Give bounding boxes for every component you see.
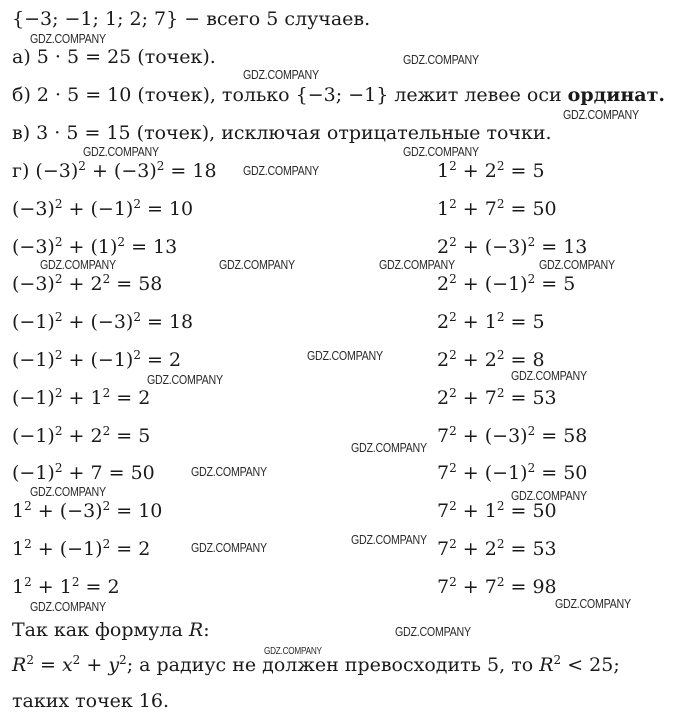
- equation-e1: 2: [449, 385, 457, 400]
- equation-row: [437, 537, 557, 561]
- set-line: {−3; −1; 1; 2; 7} − всего 5 случаев.: [12, 8, 371, 30]
- watermark: GDZ.COMPANY: [243, 163, 319, 178]
- equation-e1: 2: [449, 537, 457, 551]
- equation-e1: 2: [54, 423, 63, 438]
- equation-e1: 2: [54, 196, 63, 211]
- equation-t1: 2: [437, 311, 450, 334]
- watermark: GDZ.COMPANY: [30, 484, 106, 499]
- equation-t1: 1: [12, 500, 25, 523]
- equation-op: + (−3): [456, 424, 528, 447]
- answer-line: таких точек 16.: [12, 690, 170, 712]
- equation-row: [437, 159, 545, 183]
- equation-t1: 7: [437, 538, 450, 560]
- equation-t1: (−3): [35, 160, 79, 182]
- formula-intro-variable: R: [188, 619, 204, 641]
- equation-t1: 7: [437, 424, 450, 447]
- eq-exp-4: 2: [553, 653, 562, 667]
- part-b-line: [12, 83, 665, 107]
- equation-t1: (−3): [12, 273, 55, 296]
- equation-op: + 1: [456, 311, 497, 334]
- equation-e1: 2: [24, 537, 32, 551]
- equation-row: [437, 575, 557, 599]
- watermark: GDZ.COMPANY: [403, 144, 479, 159]
- equation-op: + 2: [62, 424, 103, 447]
- equation-rhs: = 58: [110, 273, 163, 296]
- eq-r-2: R: [539, 654, 554, 676]
- equation-op: + 2: [456, 349, 497, 371]
- equation-row: [12, 348, 181, 372]
- eq-plus: +: [80, 654, 109, 676]
- equation-op: + 7: [456, 575, 497, 598]
- formula-intro-colon: :: [203, 619, 210, 641]
- equation-e1: 2: [24, 574, 32, 589]
- watermark: GDZ.COMPANY: [30, 599, 106, 614]
- equation-e2: 2: [71, 574, 80, 589]
- equation-e2: 2: [133, 196, 141, 211]
- equation-rhs: = 53: [504, 386, 557, 409]
- equation-t1: 2: [437, 235, 450, 258]
- equation-t1: (−1): [12, 386, 55, 409]
- watermark: GDZ.COMPANY: [539, 257, 615, 272]
- equation-e1: 2: [449, 423, 457, 438]
- equation-row: [437, 272, 575, 296]
- watermark: GDZ.COMPANY: [403, 52, 479, 67]
- equation-rhs: = 18: [164, 160, 217, 182]
- formula-intro-text: Так как формула: [12, 619, 189, 641]
- equation-e2: 2: [102, 499, 111, 514]
- equation-t1: (−1): [12, 462, 55, 485]
- equation-e2: 2: [102, 423, 111, 438]
- equation-e2: 2: [496, 537, 505, 551]
- equation-rhs: = 2: [79, 575, 120, 598]
- part-b-bold-word: ординат.: [567, 84, 665, 106]
- equation-e1: 2: [449, 196, 457, 211]
- equation-e1: 2: [449, 499, 457, 514]
- equation-rhs: = 50: [535, 462, 588, 485]
- formula-intro-line: [12, 618, 210, 642]
- equation-op: + 2: [456, 538, 497, 560]
- equation-e1: 2: [78, 159, 86, 173]
- equation-row: [12, 386, 150, 410]
- equation-op: + (−1): [62, 197, 134, 220]
- watermark: GDZ.COMPANY: [83, 144, 159, 159]
- equation-e1: 2: [449, 159, 457, 173]
- watermark: GDZ.COMPANY: [511, 488, 587, 503]
- equation-row: [437, 197, 557, 221]
- equation-rhs: = 98: [504, 575, 557, 598]
- equation-e1: 2: [449, 234, 457, 249]
- equation-op: + (−1): [62, 349, 134, 371]
- equation-e1: 2: [54, 348, 63, 362]
- equation-rhs: = 13: [125, 235, 178, 258]
- equation-e2: 2: [527, 461, 536, 476]
- equation-t1: 2: [437, 349, 450, 371]
- equation-rhs: = 13: [535, 235, 588, 258]
- watermark: GDZ.COMPANY: [219, 257, 295, 272]
- equation-e2: 2: [133, 348, 141, 362]
- equation-t1: 2: [437, 273, 450, 296]
- equation-e2: 2: [527, 234, 536, 249]
- watermark: GDZ.COMPANY: [40, 257, 116, 272]
- equation-pre: г): [12, 160, 36, 182]
- equation-row: [437, 235, 587, 259]
- watermark: GDZ.COMPANY: [395, 624, 471, 639]
- equation-row: [12, 272, 162, 296]
- equation-rhs: = 2: [140, 349, 182, 371]
- equation-e2: 2: [496, 159, 505, 173]
- equation-row: [12, 424, 150, 448]
- watermark: GDZ.COMPANY: [555, 596, 631, 611]
- equation-e2: 2: [117, 234, 126, 249]
- equation-e1: 2: [54, 234, 63, 249]
- equation-op: + (−3): [456, 235, 528, 258]
- eq-inequality: < 25;: [561, 654, 620, 676]
- equation-op: + 1: [62, 386, 103, 409]
- watermark: GDZ.COMPANY: [351, 532, 427, 547]
- equation-row: [12, 235, 177, 259]
- equation-t1: (−1): [12, 311, 55, 334]
- watermark: GDZ.COMPANY: [264, 646, 322, 657]
- equation-row: [12, 310, 193, 334]
- equation-row: [12, 159, 217, 183]
- equation-e1: 2: [449, 310, 457, 325]
- equation-row: [437, 461, 587, 485]
- equation-op: + (1): [62, 235, 118, 258]
- part-b-text: б) 2 · 5 = 10 (точек), только {−3; −1} лежит левее оси: [12, 84, 568, 106]
- equation-t1: 2: [437, 386, 450, 409]
- equation-e2: 2: [156, 159, 165, 173]
- equation-t1: (−3): [12, 197, 55, 220]
- equation-op: + (−1): [456, 462, 528, 485]
- eq-exp-2: 2: [72, 653, 81, 667]
- equation-e2: 2: [102, 537, 111, 551]
- eq-condition-text: ; а радиус не должен превосходить 5, то: [126, 654, 540, 676]
- equation-t1: 1: [12, 575, 25, 598]
- equation-rhs: = 10: [110, 500, 163, 523]
- equation-e2: 2: [496, 574, 505, 589]
- equation-op: + 7 = 50: [62, 462, 155, 485]
- equation-op: + (−3): [85, 160, 157, 182]
- eq-x: x: [61, 654, 73, 676]
- equation-e2: 2: [102, 272, 111, 287]
- equation-e1: 2: [54, 272, 63, 287]
- equation-op: + 1: [456, 500, 497, 523]
- equation-row: [437, 386, 557, 410]
- equation-t1: 1: [437, 160, 450, 182]
- watermark: GDZ.COMPANY: [30, 31, 106, 46]
- equation-t1: (−3): [12, 235, 55, 258]
- equation-e2: 2: [527, 272, 536, 287]
- equation-rhs: = 50: [504, 197, 557, 220]
- equation-e1: 2: [449, 348, 457, 362]
- equation-row: [12, 499, 162, 523]
- equation-row: [437, 424, 587, 448]
- equation-t1: (−1): [12, 349, 55, 371]
- eq-y: y: [108, 654, 120, 676]
- watermark: GDZ.COMPANY: [563, 107, 639, 122]
- equation-t1: (−1): [12, 424, 55, 447]
- equation-e1: 2: [24, 499, 32, 514]
- watermark: GDZ.COMPANY: [307, 348, 383, 363]
- equation-e2: 2: [496, 499, 505, 514]
- equation-t1: 7: [437, 462, 450, 485]
- watermark: GDZ.COMPANY: [243, 67, 319, 82]
- watermark: GDZ.COMPANY: [351, 440, 427, 455]
- equation-row: [12, 461, 155, 485]
- equation-e1: 2: [449, 272, 457, 287]
- equation-rhs: = 5: [504, 311, 545, 334]
- part-c-line: в) 3 · 5 = 15 (точек), исключая отрицательные точки.: [12, 122, 552, 144]
- equation-op: + 2: [62, 273, 103, 296]
- equation-op: + 7: [456, 386, 497, 409]
- equation-t1: 1: [12, 538, 25, 560]
- equation-rhs: = 5: [535, 273, 576, 296]
- equation-rhs: = 8: [504, 349, 545, 371]
- equation-e2: 2: [527, 423, 536, 438]
- equation-rhs: = 5: [110, 424, 151, 447]
- equation-rhs: = 58: [535, 424, 588, 447]
- equation-rhs: = 5: [504, 160, 545, 182]
- equation-row: [437, 310, 545, 334]
- watermark: GDZ.COMPANY: [147, 372, 223, 387]
- equation-op: + (−3): [31, 500, 103, 523]
- equation-e2: 2: [496, 385, 505, 400]
- equation-rhs: = 10: [140, 197, 194, 220]
- equation-e2: 2: [102, 385, 111, 400]
- equation-t1: 7: [437, 575, 450, 598]
- equation-rhs: = 53: [504, 538, 557, 560]
- equation-e1: 2: [54, 310, 63, 325]
- equation-op: + 2: [456, 160, 497, 182]
- eq-equals: =: [33, 654, 62, 676]
- equation-e1: 2: [449, 574, 457, 589]
- equation-rhs: = 2: [110, 386, 151, 409]
- equation-row: [12, 197, 193, 221]
- equation-e1: 2: [54, 461, 63, 476]
- equation-op: + (−1): [456, 273, 528, 296]
- watermark: GDZ.COMPANY: [379, 257, 455, 272]
- watermark: GDZ.COMPANY: [511, 368, 587, 383]
- watermark: GDZ.COMPANY: [191, 464, 267, 479]
- eq-exp-1: 2: [26, 653, 34, 667]
- part-a-line: а) 5 · 5 = 25 (точек).: [12, 46, 216, 68]
- equation-row: [12, 575, 120, 599]
- equation-e2: 2: [496, 196, 505, 211]
- equation-e2: 2: [133, 310, 141, 325]
- equation-e2: 2: [496, 348, 505, 362]
- equation-op: + (−3): [62, 311, 134, 334]
- equation-op: + (−1): [31, 538, 103, 560]
- eq-r: R: [12, 654, 27, 676]
- equation-rhs: = 50: [504, 500, 557, 523]
- eq-exp-3: 2: [119, 653, 127, 667]
- equation-e1: 2: [54, 385, 63, 400]
- equation-rhs: = 18: [140, 311, 194, 334]
- equation-op: + 7: [456, 197, 497, 220]
- watermark: GDZ.COMPANY: [191, 540, 267, 555]
- equation-t1: 7: [437, 500, 450, 523]
- equation-t1: 1: [437, 197, 450, 220]
- equation-row: [12, 537, 150, 561]
- equation-e2: 2: [496, 310, 505, 325]
- equation-e1: 2: [449, 461, 457, 476]
- equation-op: + 1: [31, 575, 72, 598]
- equation-rhs: = 2: [110, 538, 151, 560]
